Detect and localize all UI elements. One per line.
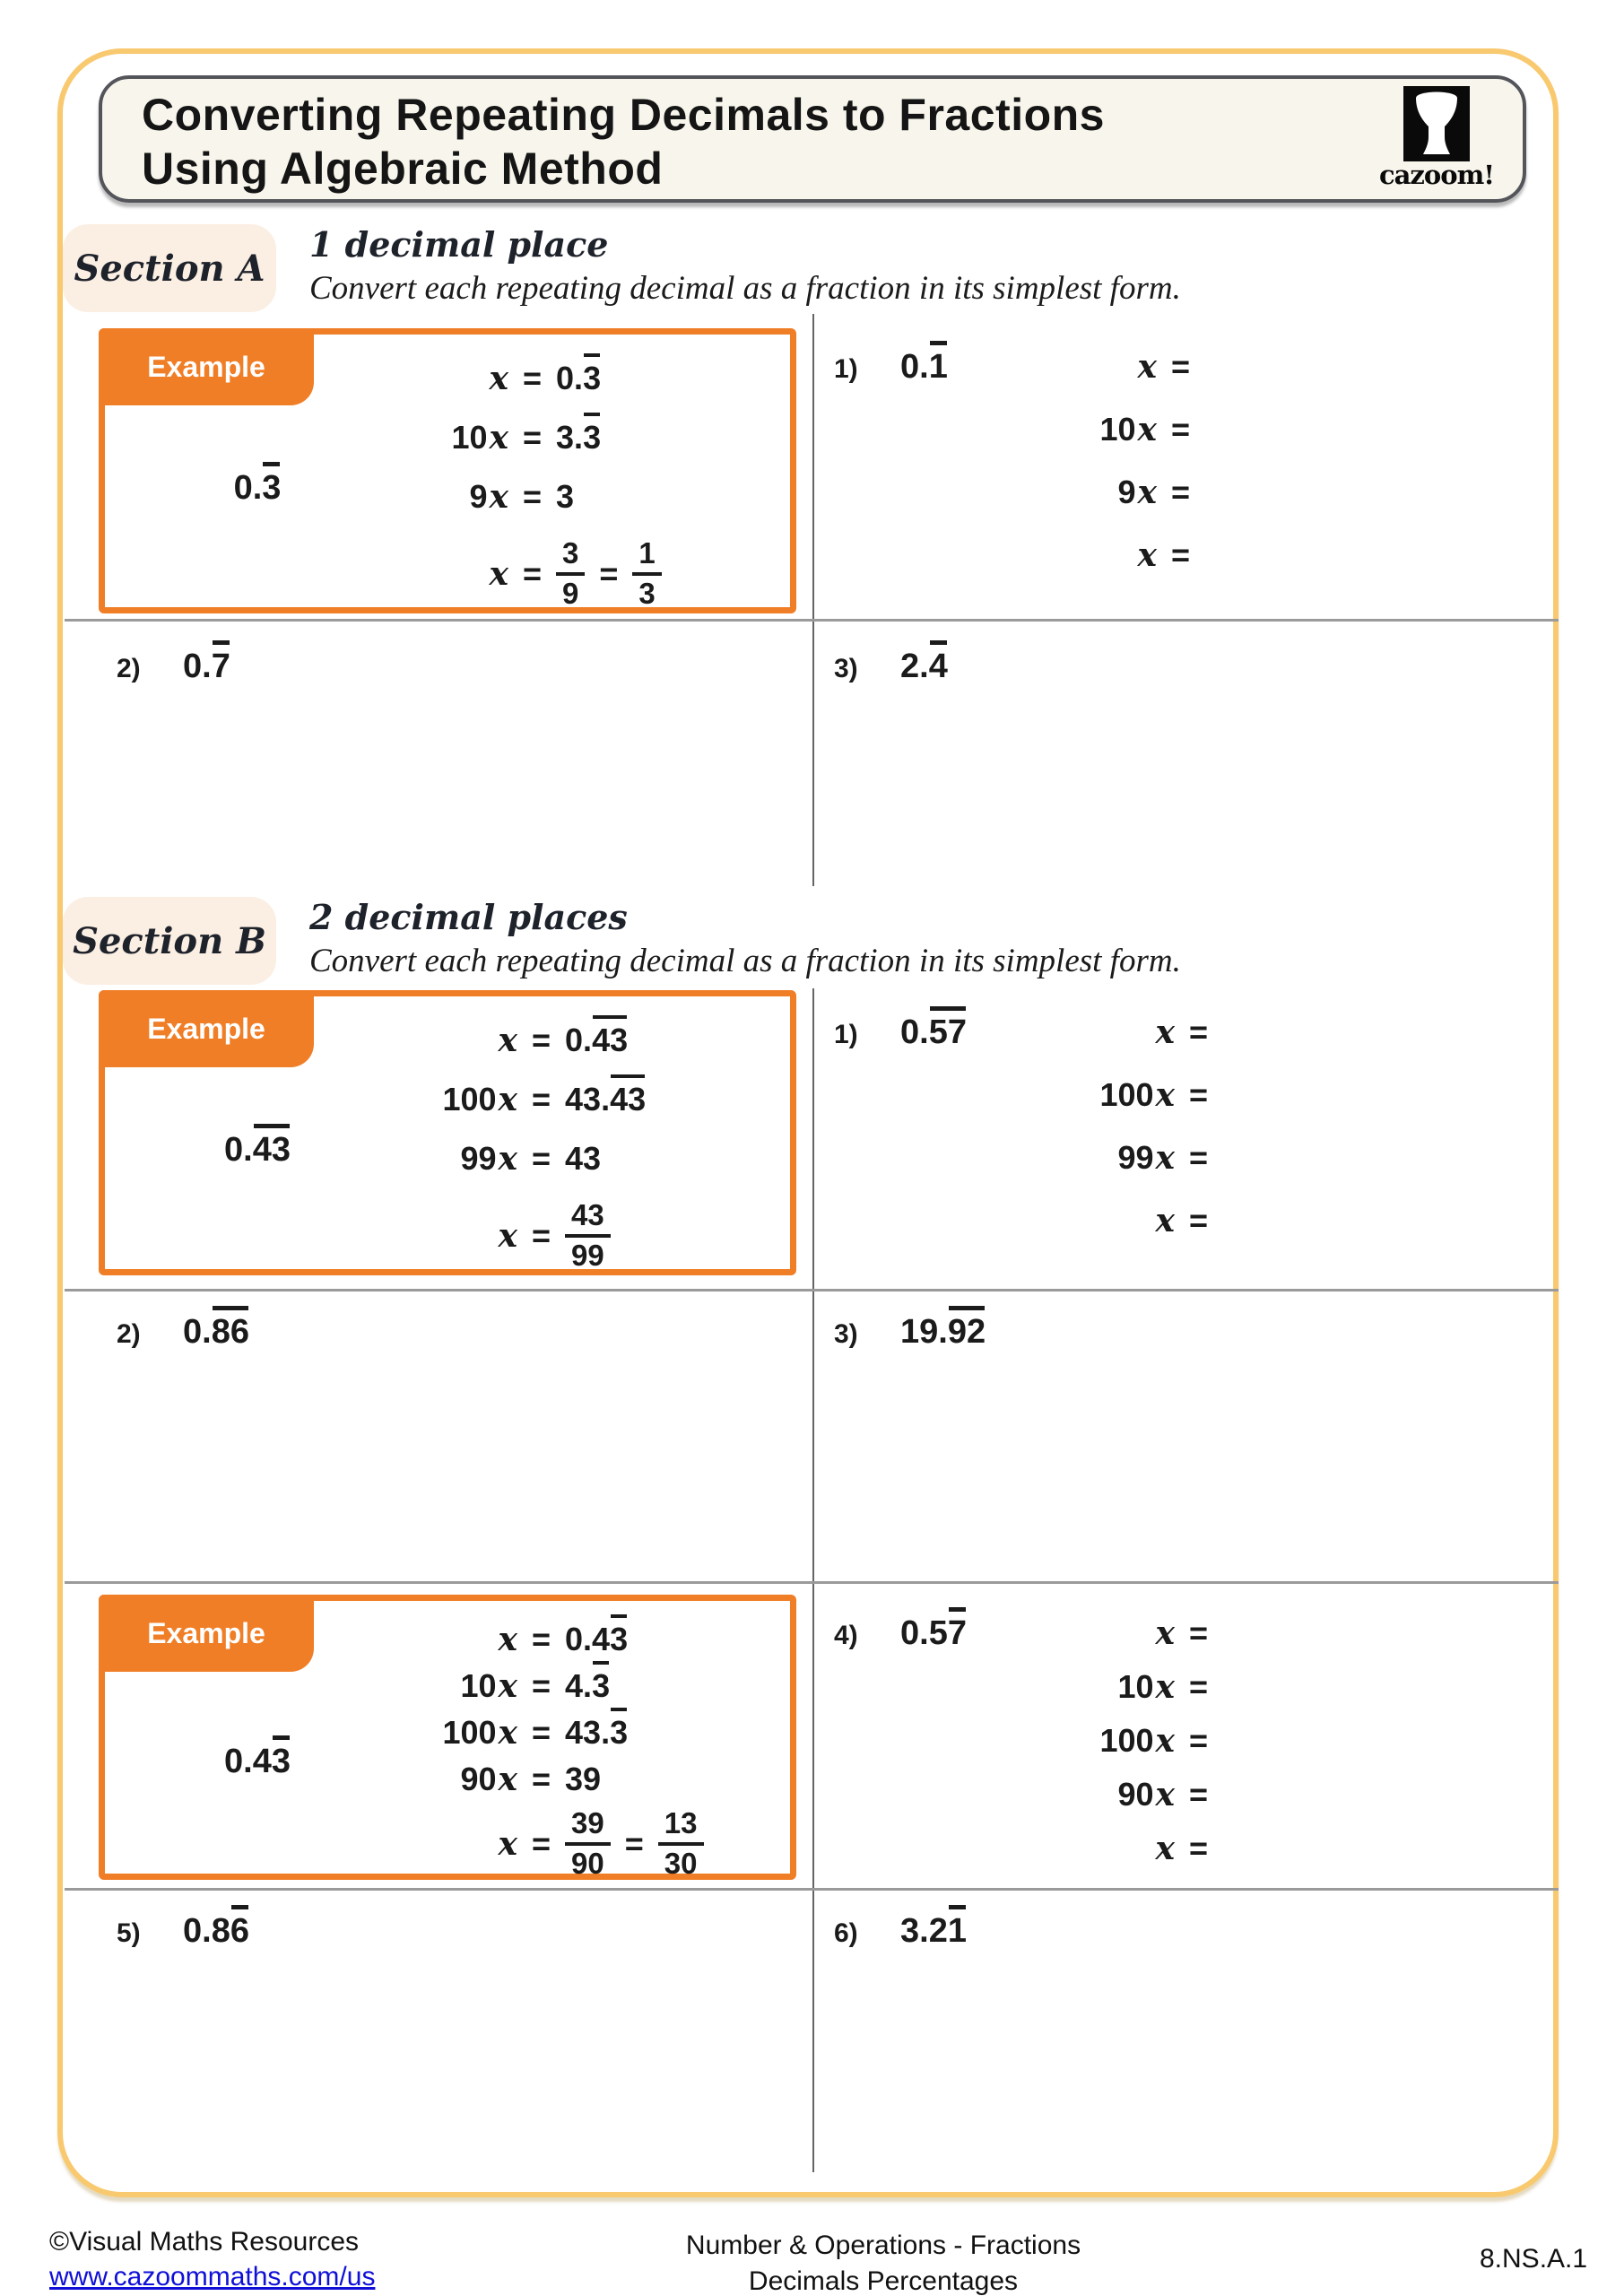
blank-equation-row: x =	[1155, 1013, 1209, 1051]
fraction: $\frac{43}{99}$	[565, 1199, 611, 1273]
page-title	[142, 88, 1105, 196]
cazoommaths-link[interactable]: www.cazoommaths.com/us	[49, 2262, 376, 2292]
problem-decimal: 0.57	[900, 1013, 967, 1051]
repeat-bar-digits: 7	[947, 1614, 967, 1652]
problem-decimal: 0.86	[183, 1912, 249, 1950]
example-b1-steps	[401, 1022, 646, 1292]
problem-number: 4)	[834, 1621, 858, 1650]
djembe-drum-icon	[1403, 86, 1470, 161]
example-box-b2	[99, 1595, 796, 1880]
problem-decimal: 0.57	[900, 1614, 967, 1652]
repeat-bar-digits: 3	[610, 1714, 629, 1751]
problem-number: 5)	[117, 1918, 141, 1948]
problem-number: 6)	[834, 1918, 858, 1948]
repeat-bar-digits: 57	[928, 1013, 967, 1051]
repeat-bar-digits: 86	[211, 1313, 249, 1351]
footer-copyright-block	[49, 2224, 375, 2294]
repeat-bar-digits: 43	[252, 1131, 291, 1169]
page-title-line1: Converting Repeating Decimals to Fractions	[142, 90, 1105, 140]
blank-equation-row: 10x =	[1117, 1668, 1209, 1706]
fraction: $\frac{13}{30}$	[658, 1807, 704, 1881]
repeat-bar-digits: 4	[928, 648, 948, 685]
problem-b3	[834, 1313, 986, 1352]
row-divider-b2	[65, 1581, 1559, 1584]
repeat-bar-digits: 1	[947, 1912, 967, 1950]
example-b2-steps	[401, 1621, 704, 1888]
example-box-b1	[99, 990, 796, 1275]
problem-decimal: 0.86	[183, 1313, 249, 1351]
example-tab-label: Example	[147, 350, 265, 383]
repeat-bar-digits: 92	[947, 1313, 986, 1351]
problem-a2	[117, 648, 230, 686]
equation-row-result: x = $\frac{39}{90}$ = $\frac{13}{30}$	[401, 1807, 704, 1881]
example-tab	[99, 990, 314, 1067]
repeat-bar-digits: 43	[610, 1081, 647, 1118]
equation-row: 100x = 43.43	[442, 1081, 647, 1118]
column-divider-b	[812, 988, 814, 2172]
equation-row: x = 0.43	[498, 1022, 629, 1059]
repeat-bar-digits: 6	[230, 1912, 249, 1950]
repeat-bar-digits: 3	[610, 1621, 629, 1657]
blank-equation-row: 99x =	[1117, 1139, 1209, 1177]
logo-wordmark: cazoom!	[1378, 160, 1495, 190]
equation-row: 9x = 3	[469, 478, 575, 516]
blank-equation-row: x =	[1137, 536, 1191, 574]
fraction: $\frac{1}{3}$	[632, 537, 661, 611]
problem-decimal: 0.1	[900, 348, 948, 386]
example-b2-given-decimal: 0.43	[224, 1743, 291, 1780]
repeat-bar-digits: 3	[262, 469, 282, 507]
example-tab-label: Example	[147, 1616, 265, 1649]
equation-row: x = 0.3	[489, 360, 602, 397]
equation-row: 99x = 43	[460, 1140, 602, 1178]
blank-equation-row: x =	[1155, 1830, 1209, 1867]
section-a-instruction: Convert each repeating decimal as a fraction in its simplest form.	[309, 270, 1181, 307]
blank-equation-row: x =	[1137, 348, 1191, 386]
section-b-heading: 2 decimal places	[309, 897, 628, 937]
standard-code: 8.NS.A.1	[1480, 2244, 1588, 2274]
example-a-steps	[401, 360, 662, 631]
equation-row-result: x = $\frac{43}{99}$	[401, 1199, 646, 1273]
problem-b1	[834, 1013, 1209, 1239]
problem-decimal: 19.92	[900, 1313, 986, 1351]
section-b-label-text: Section B	[73, 919, 266, 962]
problem-number: 3)	[834, 1319, 858, 1349]
problem-number: 3)	[834, 654, 858, 683]
problem-a3	[834, 648, 948, 686]
problem-number: 1)	[834, 354, 858, 384]
blank-equation-row: 10x =	[1099, 411, 1191, 448]
section-b-instruction: Convert each repeating decimal as a fraction in its simplest form.	[309, 943, 1181, 979]
equation-row: 10x = 3.3	[451, 419, 602, 457]
example-tab	[99, 328, 314, 405]
equation-row: 100x = 43.3	[442, 1714, 629, 1752]
problem-b5	[117, 1912, 249, 1951]
blank-equation-row: 90x =	[1117, 1776, 1209, 1813]
repeat-bar-digits: 1	[928, 348, 948, 386]
row-divider-a1	[65, 619, 1559, 622]
blank-equation-row: x =	[1155, 1614, 1209, 1652]
row-divider-b3	[65, 1888, 1559, 1891]
footer-topic-block	[659, 2228, 1107, 2296]
repeat-bar-digits: 7	[211, 648, 230, 685]
problem-decimal: 3.21	[900, 1912, 967, 1950]
column-divider-a	[812, 314, 814, 886]
example-a-given-decimal: 0.3	[233, 469, 282, 507]
problem-b4-worklines	[1058, 1614, 1222, 1883]
problem-b2	[117, 1313, 249, 1352]
topic-line2: Decimals Percentages	[748, 2266, 1019, 2296]
blank-equation-row: 100x =	[1099, 1722, 1209, 1760]
example-b1-given-decimal: 0.43	[224, 1131, 291, 1169]
fraction: $\frac{3}{9}$	[556, 537, 585, 611]
problem-a1-worklines	[1058, 348, 1204, 599]
section-a-label	[63, 224, 276, 312]
copyright-text: ©Visual Maths Resources	[49, 2227, 360, 2257]
blank-equation-row: x =	[1155, 1202, 1209, 1239]
repeat-bar-digits: 3	[592, 1667, 611, 1704]
equation-row-result: x = $\frac{3}{9}$ = $\frac{1}{3}$	[401, 537, 662, 611]
problem-a1	[834, 348, 1191, 574]
problem-b1-worklines	[1058, 1013, 1222, 1265]
problem-b4	[834, 1614, 1209, 1867]
problem-decimal: 0.7	[183, 648, 230, 685]
page-title-line2: Using Algebraic Method	[142, 144, 664, 194]
section-b-label	[63, 897, 276, 985]
problem-b6	[834, 1912, 967, 1951]
example-tab-label: Example	[147, 1012, 265, 1045]
cazoom-logo	[1374, 86, 1499, 190]
example-box-a	[99, 328, 796, 613]
row-divider-b1	[65, 1289, 1559, 1292]
problem-decimal: 2.4	[900, 648, 948, 685]
blank-equation-row: 9x =	[1117, 474, 1191, 511]
equation-row: 90x = 39	[460, 1761, 602, 1798]
repeat-bar-digits: 3	[583, 419, 602, 456]
repeat-bar-digits: 3	[271, 1743, 291, 1780]
problem-number: 2)	[117, 654, 141, 683]
problem-number: 1)	[834, 1020, 858, 1049]
section-a-label-text: Section A	[74, 247, 265, 290]
fraction: $\frac{39}{90}$	[565, 1807, 611, 1881]
topic-line1: Number & Operations - Fractions	[685, 2231, 1081, 2260]
section-a-heading: 1 decimal place	[309, 224, 609, 265]
repeat-bar-digits: 43	[592, 1022, 629, 1058]
problem-number: 2)	[117, 1319, 141, 1349]
equation-row: 10x = 4.3	[460, 1667, 611, 1705]
worksheet-header	[99, 75, 1526, 203]
equation-row: x = 0.43	[498, 1621, 629, 1658]
problem-a1-head	[834, 348, 948, 387]
blank-equation-row: 100x =	[1099, 1076, 1209, 1114]
repeat-bar-digits: 3	[583, 360, 602, 396]
example-tab	[99, 1595, 314, 1672]
